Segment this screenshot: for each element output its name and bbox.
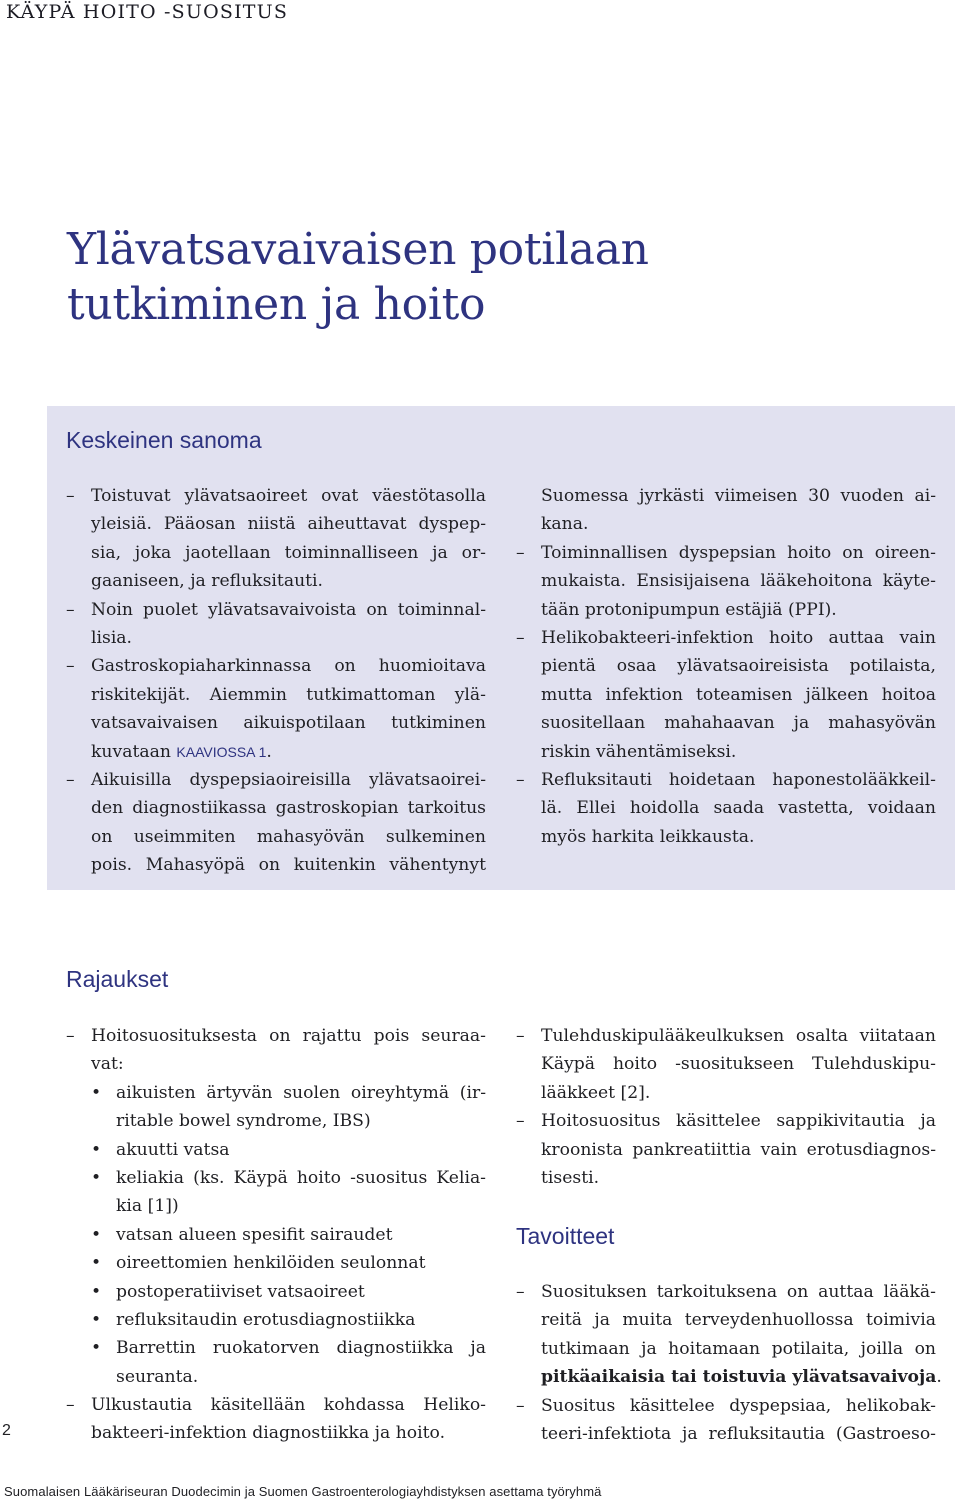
text-line: seuranta. (116, 1366, 199, 1387)
list-item: – Gastroskopiaharkinnassa on huomioitava (66, 652, 486, 680)
key-message-heading: Keskeinen sanoma (66, 427, 262, 453)
text-line: riskitekijät. Aiemmin tutkimattoman ylä- (91, 684, 486, 705)
bullet-item: • oireettomien henkilöiden seulonnat (66, 1249, 486, 1277)
bullet-marker: • (91, 1281, 102, 1302)
dash-marker: – (516, 1395, 525, 1416)
text-line: teeri-infektiota ja refluksitautia (Gastroeso- (541, 1423, 936, 1444)
goals-heading: Tavoitteet (516, 1223, 615, 1249)
text-line: mutta infektion toteamisen jälkeen hoitoa (541, 684, 936, 705)
text-line: pois. Mahasyöpä on kuitenkin vähentynyt (91, 855, 486, 876)
list-item: – Suositus käsittelee dyspepsiaa, helikobak- (516, 1392, 936, 1420)
list-item: – Ulkustautia käsitellään kohdassa Heliko- (66, 1391, 486, 1419)
text-line: myös harkita leikkausta. (541, 826, 755, 847)
list-item: – Helikobakteeri-infektion hoito auttaa vain (516, 624, 936, 652)
bullet-marker: • (91, 1224, 102, 1245)
list-item: – Toiminnallisen dyspepsian hoito on oireen- (516, 539, 936, 567)
text-line: sia, joka jaotellaan toiminnalliseen ja or- (91, 542, 486, 563)
dash-marker: – (516, 1111, 525, 1132)
bullet-marker: • (91, 1338, 102, 1359)
text-line: vat: (91, 1054, 124, 1075)
footer-text: Suomalaisen Lääkäriseuran Duodecimin ja Suomen Gastroenterologiayhdistyksen asettama työryhmä (4, 1484, 602, 1499)
diagram-reference-link[interactable]: KAAVIOSSA 1 (176, 743, 267, 760)
emphasis-text: pitkäaikaisia tai toistuvia ylävatsavaivoja (541, 1367, 937, 1388)
text-line: yleisiä. Pääosan niistä aiheuttavat dyspep- (91, 514, 486, 535)
text-line: Suomessa jyrkästi viimeisen 30 vuoden ai- (541, 486, 936, 506)
text-line: Käypä hoito -suositukseen Tulehduskipu- (541, 1054, 936, 1075)
text-line: mukaista. Ensisijaisena lääkehoitona käyte- (541, 571, 936, 592)
text-line: kia [1]) (116, 1196, 179, 1217)
list-item: – Tulehduskipulääkeulkuksen osalta viitataan (516, 1022, 936, 1050)
text-line: kroonista pankreatiittia vain erotusdiagnos- (541, 1139, 936, 1160)
title-line-2: tutkiminen ja hoito (67, 279, 486, 330)
text-line: vatsavaivaisen aikuispotilaan tutkiminen (91, 713, 486, 734)
dash-marker: – (516, 627, 525, 648)
list-item: – Aikuisilla dyspepsiaoireisilla ylävatsaoirei- (66, 766, 486, 794)
text-line: lisia. (91, 627, 133, 648)
page-number: 2 (2, 1422, 11, 1439)
text-line: kana. (541, 514, 589, 535)
bullet-marker: • (91, 1139, 102, 1160)
bullet-marker: • (91, 1253, 102, 1274)
list-item: – Noin puolet ylävatsavaivoista on toiminnal- (66, 596, 486, 624)
bullet-item: • postoperatiiviset vatsaoireet (66, 1278, 486, 1306)
bullet-item: • akuutti vatsa (66, 1136, 486, 1164)
key-message-left-column (66, 482, 486, 879)
text-line: kuvataan KAAVIOSSA 1. (91, 741, 272, 762)
scope-heading: Rajaukset (66, 966, 169, 992)
text-line: ritable bowel syndrome, IBS) (116, 1111, 371, 1132)
bullet-marker: • (91, 1309, 102, 1330)
text-line: suositellaan mahahaavan ja mahasyövän (541, 713, 936, 734)
bullet-item: • refluksitaudin erotusdiagnostiikka (66, 1306, 486, 1334)
text-line: on useimmiten mahasyövän sulkeminen (91, 826, 486, 847)
dash-marker: – (66, 1395, 75, 1416)
list-item: – Hoitosuosituksesta on rajattu pois seuraa- (66, 1022, 486, 1050)
text-line: riskin vähentämiseksi. (541, 741, 737, 762)
text-line: pientä osaa ylävatsaoireisista potilaista, (541, 656, 936, 677)
list-item: – Hoitosuositus käsittelee sappikivitautia ja (516, 1107, 936, 1135)
dash-marker: – (516, 1026, 525, 1046)
text-line: gaaniseen, ja refluksitauti. (91, 571, 324, 592)
dash-marker: – (66, 656, 75, 677)
list-item: – Toistuvat ylävatsaoireet ovat väestötasolla (66, 482, 486, 510)
dash-marker: – (66, 486, 75, 506)
dash-marker: – (66, 769, 75, 790)
text-line: tään protonipumpun estäjiä (PPI). (541, 599, 837, 620)
dash-marker: – (66, 1026, 75, 1046)
running-head: KÄYPÄ HOITO -SUOSITUS (6, 1, 289, 23)
bullet-item: • keliakia (ks. Käypä hoito -suositus Kelia- (66, 1164, 486, 1192)
list-item: – Suosituksen tarkoituksena on auttaa lääkä- (516, 1278, 936, 1306)
text-line: den diagnostiikassa gastroskopian tarkoitus (91, 798, 486, 819)
bullet-item: • vatsan alueen spesifit sairaudet (66, 1221, 486, 1249)
bullet-marker: • (91, 1082, 102, 1103)
text-line: tutkimaan ja hoitamaan potilaita, joilla on (541, 1338, 936, 1359)
text-line: lääkkeet [2]. (541, 1082, 651, 1103)
bullet-item: • Barrettin ruokatorven diagnostiikka ja (66, 1334, 486, 1362)
title-line-1: Ylävatsavaivaisen potilaan (67, 224, 649, 275)
dash-marker: – (516, 769, 525, 790)
dash-marker: – (516, 542, 525, 563)
dash-marker: – (516, 1282, 525, 1302)
text-line: bakteeri-infektion diagnostiikka ja hoito. (91, 1423, 446, 1444)
bullet-marker: • (91, 1167, 102, 1188)
list-item: – Refluksitauti hoidetaan haponestolääkkeil- (516, 766, 936, 794)
text-line: reitä ja muita terveydenhuollossa toimivia (541, 1310, 936, 1331)
key-message-right-column (516, 482, 936, 851)
text-line: lä. Ellei hoidolla saada vastetta, voidaan (541, 798, 936, 819)
text-line: tisesti. (541, 1167, 600, 1188)
scope-right-column (516, 1022, 936, 1192)
dash-marker: – (66, 599, 75, 620)
bullet-item: • aikuisten ärtyvän suolen oireyhtymä (ir- (66, 1079, 486, 1107)
goals-column (516, 1278, 942, 1448)
page-title (67, 222, 887, 332)
scope-left-column (66, 1022, 486, 1448)
text-line: pitkäaikaisia tai toistuvia ylävatsavaivoja. (541, 1367, 942, 1388)
